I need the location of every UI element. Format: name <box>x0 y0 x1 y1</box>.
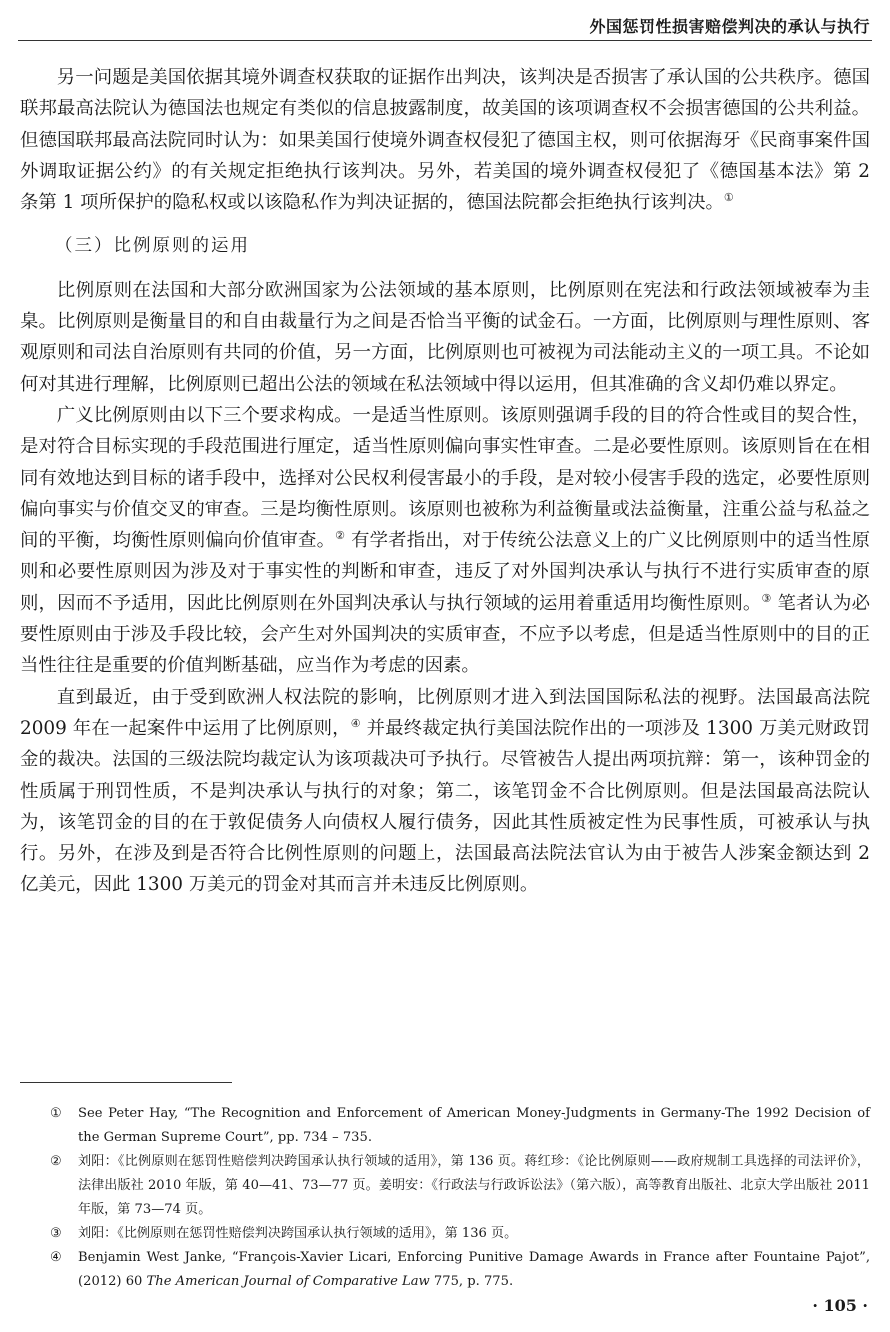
body-text <box>20 62 870 901</box>
footnote-divider <box>20 1082 232 1083</box>
footnote-text: See Peter Hay, “The Recognition and Enforcement of American Money-Judgments in Germany-The 1992 Decision of the German Supreme Court”, pp. 734 – 735. <box>78 1106 870 1145</box>
paragraph-4-text-b: 并最终裁定执行美国法院作出的一项涉及 1300 万美元财政罚金的裁决。法国的三级法院均裁定认为该项裁决可予执行。尽管被告人提出两项抗辩：第一，该种罚金的性质属于刑罚性质，不是判决承认与执行的对象；第二，该笔罚金不合比例原则。但是法国最高法院认为，该笔罚金的目的在于敦促债务人向债权人履行债务，因此其性质被定性为民事性质，可被承认与执行。另外，在涉及到是否符合比例性原则的问题上，法国最高法院法官认为由于被告人涉案金额达到 2 亿美元，因此 1300 万美元的罚金对其而言并未违反比例原则。 <box>20 717 870 896</box>
footnote-ref-2[interactable]: ② <box>335 529 346 543</box>
footnote-mark: ③ <box>50 1226 62 1241</box>
footnote-ref-3[interactable]: ③ <box>761 591 772 605</box>
paragraph-3 <box>20 400 870 682</box>
footnote-mark: ② <box>50 1154 62 1169</box>
footnote-text: 刘阳：《比例原则在惩罚性赔偿判决跨国承认执行领域的适用》，第 136 页。 <box>78 1226 518 1241</box>
footnote-text <box>78 1250 870 1289</box>
paragraph-2: 比例原则在法国和大部分欧洲国家为公法领域的基本原则，比例原则在宪法和行政法领域被奉为圭臬。比例原则是衡量目的和自由裁量行为之间是否恰当平衡的试金石。一方面，比例原则与理性原则、客观原则和司法自治原则有共同的价值，另一方面，比例原则也可被视为司法能动主义的一项工具。不论如何对其进行理解，比例原则已超出公法的领域在私法领域中得以运用，但其准确的含义却仍难以界定。 <box>20 279 870 395</box>
footnotes <box>20 1102 870 1294</box>
footnote-text: 刘阳：《比例原则在惩罚性赔偿判决跨国承认执行领域的适用》，第 136 页。蒋红珍：《论比例原则——政府规制工具选择的司法评价》，法律出版社 2010 年版，第 40—41、73—77 页。姜明安：《行政法与行政诉讼法》（第六版），高等教育出版社、北京大学出版社 2011 年版，第 73—74 页。 <box>78 1154 870 1217</box>
paragraph-3-text-a: 广义比例原则由以下三个要求构成。一是适当性原则。该原则强调手段的目的符合性或目的契合性，是对符合目标实现的手段范围进行厘定，适当性原则偏向事实性审查。二是必要性原则。该原则旨在在相同有效地达到目标的诸手段中，选择对公民权利侵害最小的手段，是对较小侵害手段的选定，必要性原则偏向事实与价值交叉的审查。三是均衡性原则。该原则也被称为利益衡量或法益衡量，注重公益与私益之间的平衡，均衡性原则偏向价值审查。 <box>20 404 870 552</box>
paragraph-1 <box>20 62 870 218</box>
journal-title: The American Journal of Comparative Law <box>146 1274 430 1289</box>
section-heading: （三）比例原则的运用 <box>55 236 250 257</box>
footnote-4 <box>20 1246 870 1294</box>
footnote-text-b: 775, p. 775. <box>429 1274 514 1289</box>
footnote-text-a: Benjamin West Janke, “François-Xavier Licari, Enforcing Punitive Damage Awards in France after Fountaine Pajot”, (2012) 60 <box>78 1250 870 1289</box>
footnote-ref-1[interactable]: ① <box>723 191 734 205</box>
footnote-3 <box>20 1222 870 1246</box>
footnote-ref-4[interactable]: ④ <box>350 716 361 730</box>
running-header <box>18 10 872 41</box>
paragraph-3-text-b: 有学者指出，对于传统公法意义上的广义比例原则中的适当性原则和必要性原则因为涉及对于事实性的判断和审查，违反了对外国判决承认与执行不进行实质审查的原则，因而不予适用，因此比例原则在外国判决承认与执行领域的运用着重适用均衡性原则。 <box>20 530 870 614</box>
paragraph-4-text-a: 直到最近，由于受到欧洲人权法院的影响，比例原则才进入到法国国际私法的视野。法国最高法院 2009 年在一起案件中运用了比例原则， <box>20 686 870 739</box>
footnote-mark: ① <box>50 1106 62 1121</box>
running-header-title: 外国惩罚性损害赔偿判决的承认与执行 <box>589 17 870 36</box>
page-number: · 105 · <box>812 1296 868 1315</box>
paragraph-1-text: 另一问题是美国依据其境外调查权获取的证据作出判决，该判决是否损害了承认国的公共秩序。德国联邦最高法院认为德国法也规定有类似的信息披露制度，故美国的该项调查权不会损害德国的公共利益。但德国联邦最高法院同时认为：如果美国行使境外调查权侵犯了德国主权，则可依据海牙《民商事案件国外调取证据公约》的有关规定拒绝执行该判决。另外，若美国的境外调查权侵犯了《德国基本法》第 2 条第 1 项所保护的隐私权或以该隐私作为判决证据的，德国法院都会拒绝执行该判决。 <box>20 67 870 214</box>
footnote-1 <box>20 1102 870 1150</box>
footnote-2 <box>20 1150 870 1222</box>
footnote-mark: ④ <box>50 1250 62 1265</box>
paragraph-4 <box>20 682 870 901</box>
paragraph-3-text-c: 笔者认为必要性原则由于涉及手段比较，会产生对外国判决的实质审查，不应予以考虑，但是适当性原则中的目的正当性往往是重要的价值判断基础，应当作为考虑的因素。 <box>20 592 870 677</box>
